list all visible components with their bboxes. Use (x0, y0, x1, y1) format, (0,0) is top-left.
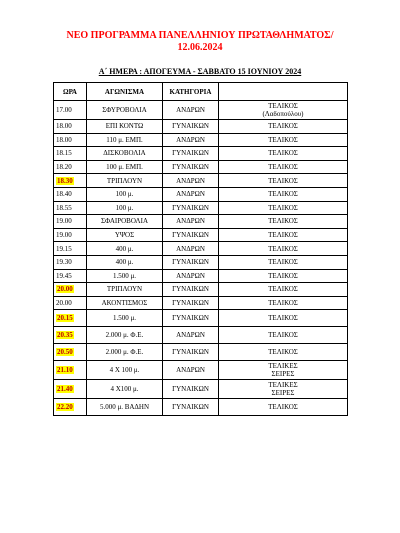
table-row (54, 147, 348, 161)
cell-time (54, 269, 87, 283)
time-value: 18.20 (56, 163, 72, 172)
cell-category: ΓΥΝΑΙΚΩΝ (163, 380, 219, 399)
cell-time (54, 242, 87, 256)
cell-time (54, 187, 87, 201)
time-value: 20.00 (57, 285, 73, 294)
stage-label: ΤΕΛΙΚΟΣ (268, 403, 298, 412)
time-value: 17.00 (56, 106, 72, 114)
cell-stage (219, 380, 348, 399)
cell-time (54, 228, 87, 242)
column-header-event: ΑΓΩΝΙΣΜΑ (87, 83, 163, 101)
cell-category: ΑΝΔΡΩΝ (163, 242, 219, 256)
cell-event: 100 μ. ΕΜΠ. (87, 160, 163, 174)
cell-category: ΓΥΝΑΙΚΩΝ (163, 296, 219, 310)
cell-event: 100 μ. (87, 187, 163, 201)
cell-stage (219, 255, 348, 269)
cell-time (54, 215, 87, 229)
document-date: 12.06.2024 (177, 42, 223, 53)
cell-event: ΔΙΣΚΟΒΟΛΙΑ (87, 147, 163, 161)
table-row (54, 361, 348, 380)
cell-category: ΑΝΔΡΩΝ (163, 215, 219, 229)
cell-time (54, 361, 87, 380)
time-value: 18.55 (56, 203, 72, 212)
cell-time (54, 133, 87, 147)
table-row (54, 327, 348, 344)
cell-time (54, 160, 87, 174)
cell-stage (219, 174, 348, 188)
stage-note: ΣΕΙΡΕΣ (271, 389, 295, 398)
cell-stage (219, 147, 348, 161)
table-row (54, 310, 348, 327)
cell-stage (219, 399, 348, 416)
cell-stage (219, 296, 348, 310)
cell-event: 1.500 μ. (87, 269, 163, 283)
cell-stage (219, 344, 348, 361)
cell-category: ΓΥΝΑΙΚΩΝ (163, 344, 219, 361)
table-row (54, 296, 348, 310)
time-value: 20.00 (56, 299, 72, 308)
cell-category: ΓΥΝΑΙΚΩΝ (163, 120, 219, 134)
cell-event: 5.000 μ. ΒΑΔΗΝ (87, 399, 163, 416)
cell-event: ΣΦΥΡΟΒΟΛΙΑ (87, 101, 163, 120)
cell-time (54, 283, 87, 297)
cell-event: 4 Χ100 μ. (87, 380, 163, 399)
stage-note: ΣΕΙΡΕΣ (271, 370, 295, 379)
cell-event: 100 μ. (87, 201, 163, 215)
cell-event: 2.000 μ. Φ.Ε. (87, 327, 163, 344)
table-row (54, 283, 348, 297)
stage-label: ΤΕΛΙΚΟΣ (268, 217, 298, 226)
cell-time (54, 399, 87, 416)
cell-category: ΑΝΔΡΩΝ (163, 361, 219, 380)
cell-event: 4 Χ 100 μ. (87, 361, 163, 380)
cell-event: ΤΡΙΠΛΟΥΝ (87, 283, 163, 297)
cell-time (54, 201, 87, 215)
stage-label: ΤΕΛΙΚΟΣ (268, 244, 298, 253)
cell-time (54, 101, 87, 120)
cell-event: 110 μ. ΕΜΠ. (87, 133, 163, 147)
cell-category: ΓΥΝΑΙΚΩΝ (163, 255, 219, 269)
stage-label: ΤΕΛΙΚΟΣ (268, 331, 298, 340)
time-value: 21.10 (57, 366, 73, 375)
time-value: 19.45 (56, 271, 72, 280)
cell-stage (219, 215, 348, 229)
cell-event: 1.500 μ. (87, 310, 163, 327)
stage-label: ΤΕΛΙΚΟΣ (268, 176, 298, 185)
cell-stage (219, 327, 348, 344)
table-row (54, 201, 348, 215)
time-value: 18.40 (56, 190, 72, 199)
cell-time (54, 327, 87, 344)
cell-time (54, 380, 87, 399)
stage-label: ΤΕΛΙΚΕΣ (268, 381, 298, 390)
cell-category: ΑΝΔΡΩΝ (163, 101, 219, 120)
stage-label: ΤΕΛΙΚΟΣ (268, 149, 298, 158)
stage-label: ΤΕΛΙΚΟΣ (268, 203, 298, 212)
time-value: 20.50 (57, 348, 73, 357)
stage-label: ΤΕΛΙΚΕΣ (268, 362, 298, 371)
table-row (54, 215, 348, 229)
cell-time (54, 296, 87, 310)
table-row (54, 255, 348, 269)
cell-category: ΑΝΔΡΩΝ (163, 174, 219, 188)
time-value: 18.00 (56, 122, 72, 131)
stage-note: (Λαδοπούλου) (262, 110, 304, 118)
column-header-stage (219, 83, 348, 101)
column-header-time: ΩΡΑ (54, 83, 87, 101)
stage-label: ΤΕΛΙΚΟΣ (268, 163, 298, 172)
cell-category: ΓΥΝΑΙΚΩΝ (163, 283, 219, 297)
stage-label: ΤΕΛΙΚΟΣ (268, 314, 298, 323)
cell-category: ΑΝΔΡΩΝ (163, 327, 219, 344)
cell-event: 400 μ. (87, 255, 163, 269)
stage-label: ΤΕΛΙΚΟΣ (268, 122, 298, 131)
table-row (54, 120, 348, 134)
cell-category: ΓΥΝΑΙΚΩΝ (163, 310, 219, 327)
cell-category: ΑΝΔΡΩΝ (163, 269, 219, 283)
time-value: 19.00 (56, 231, 72, 240)
stage-label: ΤΕΛΙΚΟΣ (268, 190, 298, 199)
stage-label: ΤΕΛΙΚΟΣ (268, 285, 298, 294)
table-row (54, 269, 348, 283)
table-row (54, 380, 348, 399)
cell-stage (219, 160, 348, 174)
stage-label: ΤΕΛΙΚΟΣ (268, 102, 298, 110)
cell-stage (219, 269, 348, 283)
cell-category: ΓΥΝΑΙΚΩΝ (163, 147, 219, 161)
cell-time (54, 344, 87, 361)
table-row (54, 174, 348, 188)
cell-category: ΓΥΝΑΙΚΩΝ (163, 160, 219, 174)
time-value: 19.00 (56, 217, 72, 226)
stage-label: ΤΕΛΙΚΟΣ (268, 135, 298, 144)
time-value: 20.35 (57, 331, 73, 340)
cell-stage (219, 101, 348, 120)
time-value: 18.00 (56, 135, 72, 144)
table-row (54, 101, 348, 120)
time-value: 18.15 (56, 149, 72, 158)
stage-label: ΤΕΛΙΚΟΣ (268, 258, 298, 267)
time-value: 19.15 (56, 244, 72, 253)
table-row (54, 187, 348, 201)
table-row (54, 399, 348, 416)
cell-category: ΑΝΔΡΩΝ (163, 133, 219, 147)
table-row (54, 160, 348, 174)
time-value: 21.40 (57, 385, 73, 394)
column-header-category: ΚΑΤΗΓΟΡΙΑ (163, 83, 219, 101)
cell-category: ΓΥΝΑΙΚΩΝ (163, 228, 219, 242)
table-row (54, 133, 348, 147)
cell-time (54, 255, 87, 269)
cell-stage (219, 201, 348, 215)
cell-event: 400 μ. (87, 242, 163, 256)
time-value: 22.20 (57, 403, 73, 412)
stage-label: ΤΕΛΙΚΟΣ (268, 271, 298, 280)
cell-time (54, 310, 87, 327)
cell-category: ΑΝΔΡΩΝ (163, 187, 219, 201)
time-value: 20.15 (57, 314, 73, 323)
cell-stage (219, 361, 348, 380)
cell-stage (219, 133, 348, 147)
time-value: 19.30 (56, 258, 72, 267)
cell-category: ΓΥΝΑΙΚΩΝ (163, 399, 219, 416)
table-row (54, 228, 348, 242)
stage-label: ΤΕΛΙΚΟΣ (268, 299, 298, 308)
schedule-table (53, 82, 348, 416)
cell-event: ΥΨΟΣ (87, 228, 163, 242)
cell-event: 2.000 μ. Φ.Ε. (87, 344, 163, 361)
day-subtitle: Α΄ ΗΜΕΡΑ : ΑΠΟΓΕΥΜΑ - ΣΑΒΒΑΤΟ 15 ΙΟΥΝΙΟΥ 2024 (98, 67, 302, 76)
stage-label: ΤΕΛΙΚΟΣ (268, 348, 298, 357)
cell-event: ΑΚΟΝΤΙΣΜΟΣ (87, 296, 163, 310)
table-row (54, 242, 348, 256)
cell-time (54, 147, 87, 161)
cell-stage (219, 120, 348, 134)
cell-stage (219, 283, 348, 297)
table-row (54, 344, 348, 361)
cell-stage (219, 187, 348, 201)
cell-stage (219, 228, 348, 242)
cell-stage (219, 242, 348, 256)
cell-event: ΣΦΑΙΡΟΒΟΛΙΑ (87, 215, 163, 229)
cell-event: ΤΡΙΠΛΟΥΝ (87, 174, 163, 188)
stage-label: ΤΕΛΙΚΟΣ (268, 231, 298, 240)
table-header-row (54, 83, 348, 101)
cell-time (54, 120, 87, 134)
document-title: ΝΕΟ ΠΡΟΓΡΑΜΜΑ ΠΑΝΕΛΛΗΝΙΟΥ ΠΡΩΤΑΘΛΗΜΑΤΟΣ/ (66, 30, 334, 41)
cell-stage (219, 310, 348, 327)
cell-time (54, 174, 87, 188)
cell-event: ΕΠΙ ΚΟΝΤΩ (87, 120, 163, 134)
cell-category: ΓΥΝΑΙΚΩΝ (163, 201, 219, 215)
time-value: 18.30 (57, 176, 73, 185)
